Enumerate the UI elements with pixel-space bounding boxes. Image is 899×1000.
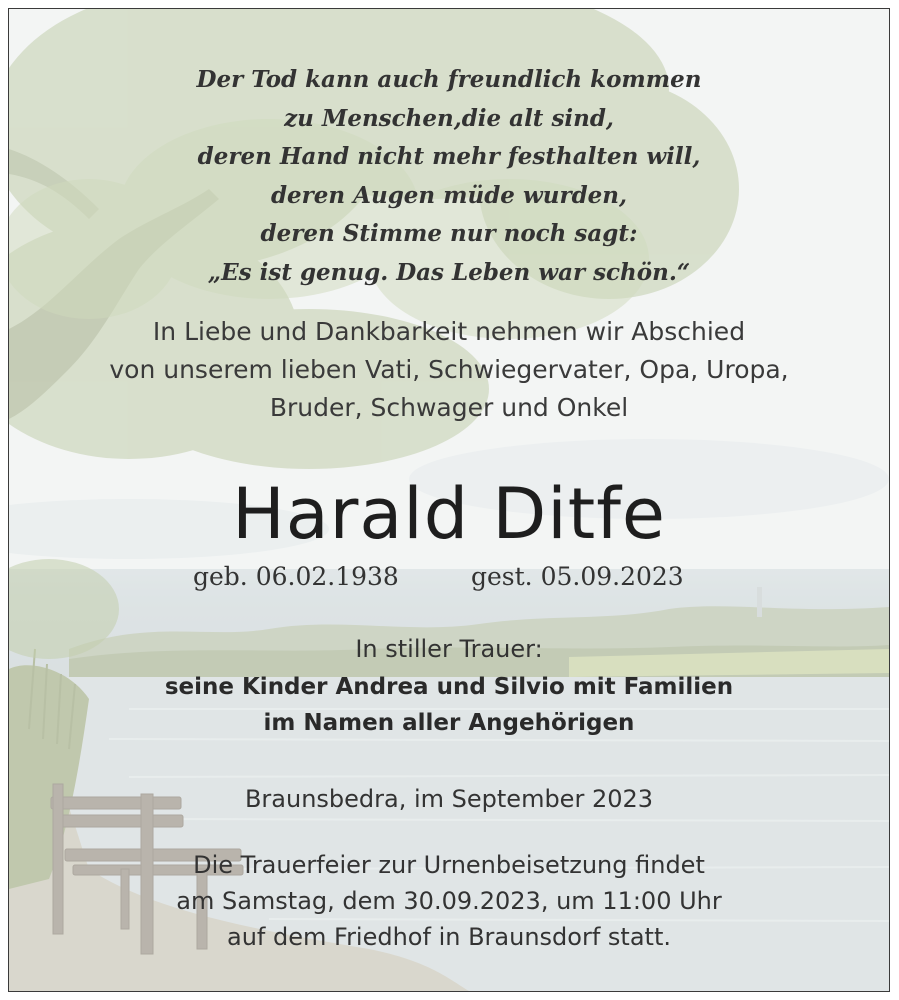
poem bbox=[9, 61, 889, 292]
intro-line: In Liebe und Dankbarkeit nehmen wir Abschied bbox=[152, 317, 746, 346]
poem-line: Der Tod kann auch freundlich kommen bbox=[196, 66, 702, 93]
funeral-line: am Samstag, dem 30.09.2023, um 11:00 Uhr bbox=[176, 887, 722, 915]
farewell-intro bbox=[9, 313, 889, 427]
intro-line: Bruder, Schwager und Onkel bbox=[269, 393, 629, 422]
poem-line: deren Stimme nur noch sagt: bbox=[260, 220, 638, 247]
death-date: gest. 05.09.2023 bbox=[471, 562, 684, 591]
poem-line: zu Menschen,die alt sind, bbox=[284, 104, 614, 132]
mourners-line: im Namen aller Angehörigen bbox=[263, 710, 635, 736]
mourning-label: In stiller Trauer: bbox=[355, 635, 543, 663]
intro-line: von unserem lieben Vati, Schwiegervater, Opa, Uropa, bbox=[109, 355, 789, 384]
deceased-name: Harald Ditfe bbox=[232, 473, 666, 555]
place-and-date: Braunsbedra, im September 2023 bbox=[244, 785, 654, 813]
poem-line: deren Hand nicht mehr festhalten will, bbox=[197, 143, 701, 170]
funeral-line: Die Trauerfeier zur Urnenbeisetzung findet bbox=[193, 851, 705, 879]
funeral-line: auf dem Friedhof in Braunsdorf statt. bbox=[227, 923, 671, 951]
obituary-card bbox=[8, 8, 890, 992]
birth-date: geb. 06.02.1938 bbox=[193, 562, 399, 591]
poem-line: „Es ist genug. Das Leben war schön.“ bbox=[207, 258, 691, 286]
funeral-notice bbox=[9, 847, 889, 955]
mourners-line: seine Kinder Andrea und Silvio mit Familien bbox=[164, 674, 734, 700]
poem-line: deren Augen müde wurden, bbox=[270, 181, 628, 209]
mourners bbox=[9, 669, 889, 741]
